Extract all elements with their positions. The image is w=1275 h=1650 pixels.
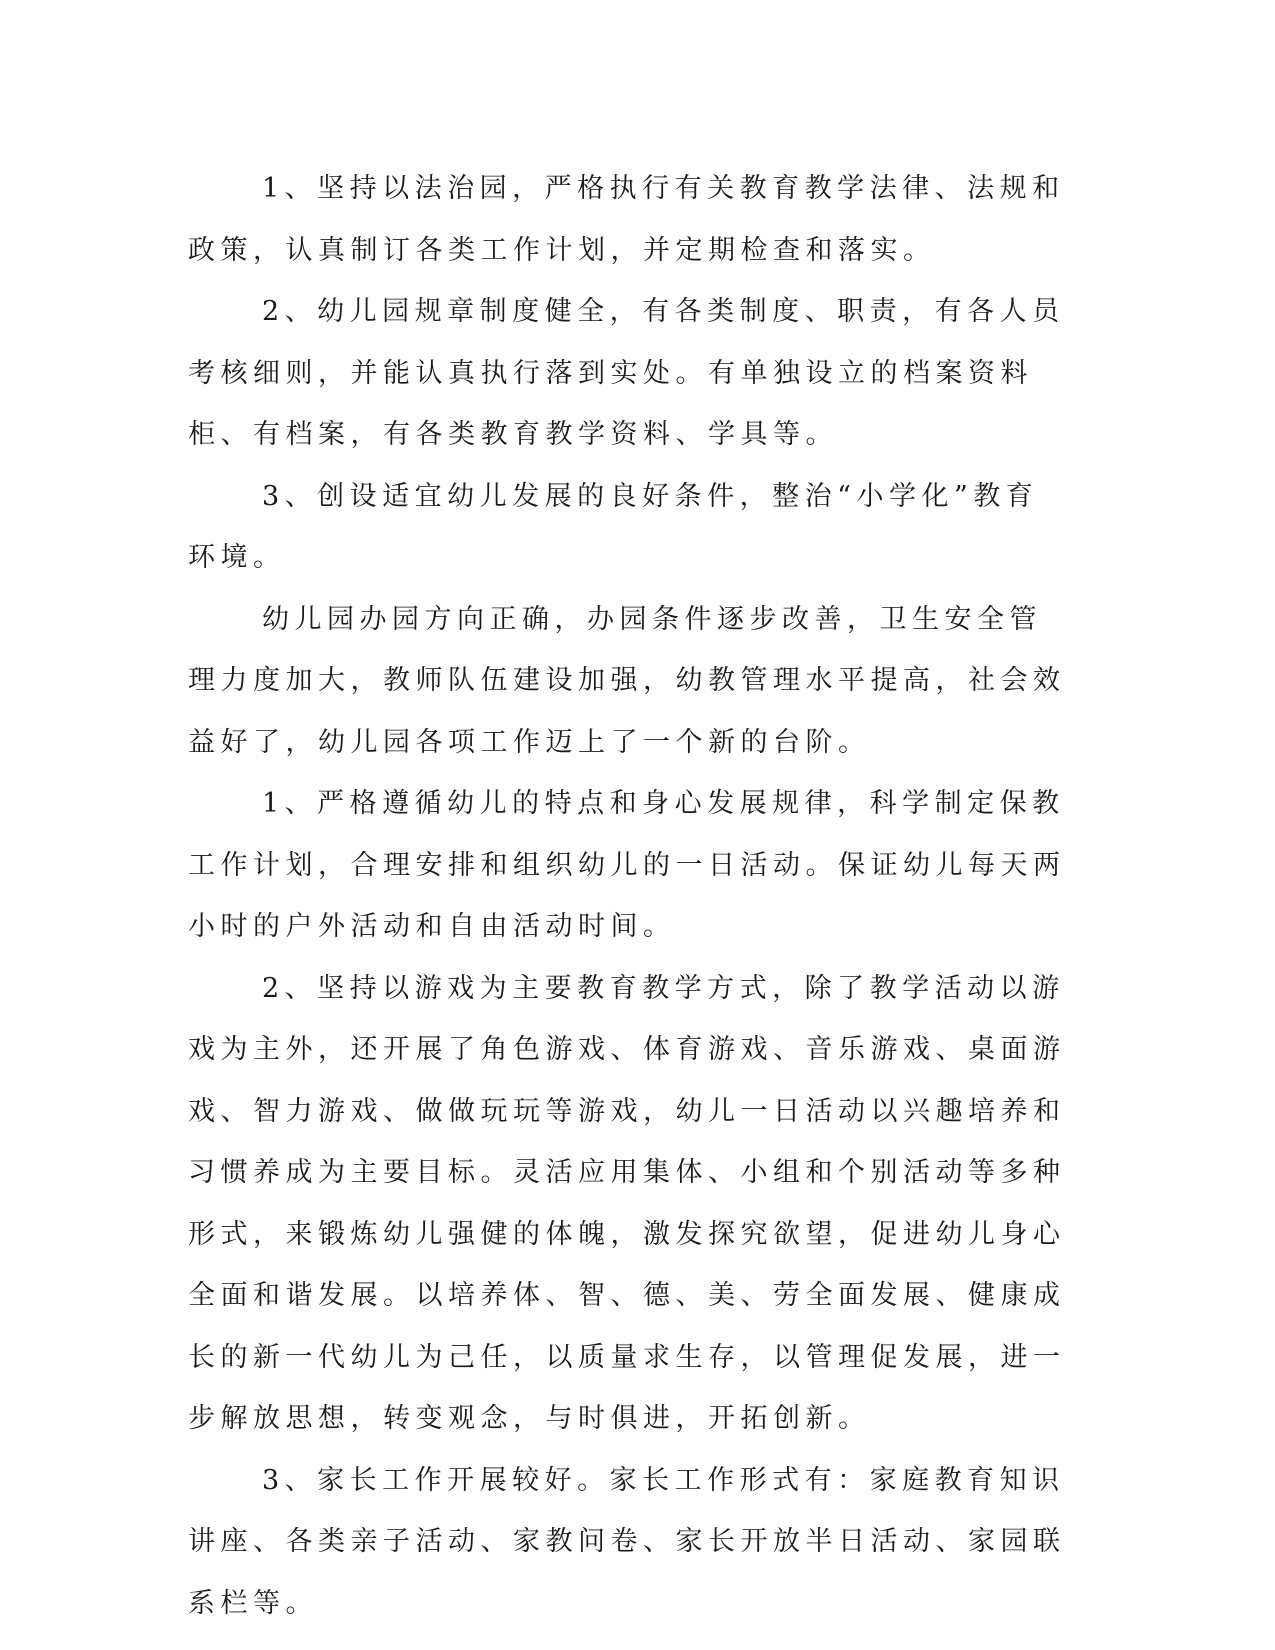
paragraph-6: 2、坚持以游戏为主要教育教学方式，除了教学活动以游戏为主外，还开展了角色游戏、体育游戏、音乐游戏、桌面游戏、智力游戏、做做玩玩等游戏，幼儿一日活动以兴趣培养和习惯养成为主要目标。灵活应用集体、小组和个别活动等多种形式，来锻炼幼儿强健的体魄，激发探究欲望，促进幼儿身心全面和谐发展。以培养体、智、德、美、劳全面发展、健康成长的新一代幼儿为己任，以质量求生存，以管理促发展，进一步解放思想，转变观念，与时俱进，开拓创新。 (188, 972, 1066, 1434)
paragraph-7: 3、家长工作开展较好。家长工作形式有：家庭教育知识讲座、各类亲子活动、家教问卷、家长开放半日活动、家园联系栏等。 (188, 1464, 1066, 1619)
paragraph-2: 2、幼儿园规章制度健全，有各类制度、职责，有各人员考核细则，并能认真执行落到实处。有单独设立的档案资料柜、有档案，有各类教育教学资料、学具等。 (188, 296, 1065, 450)
document-body (188, 158, 1068, 1634)
paragraph-1: 1、坚持以法治园，严格执行有关教育教学法律、法规和政策，认真制订各类工作计划，并定期检查和落实。 (188, 173, 1065, 266)
paragraph-3: 3、创设适宜幼儿发展的良好条件，整治“小学化”教育环境。 (188, 480, 1039, 573)
paragraph-5: 1、严格遵循幼儿的特点和身心发展规律，科学制定保教工作计划，合理安排和组织幼儿的一日活动。保证幼儿每天两小时的户外活动和自由活动时间。 (188, 788, 1066, 942)
paragraph-4: 幼儿园办园方向正确，办园条件逐步改善，卫生安全管理力度加大，教师队伍建设加强，幼教管理水平提高，社会效益好了，幼儿园各项工作迈上了一个新的台阶。 (188, 603, 1066, 758)
